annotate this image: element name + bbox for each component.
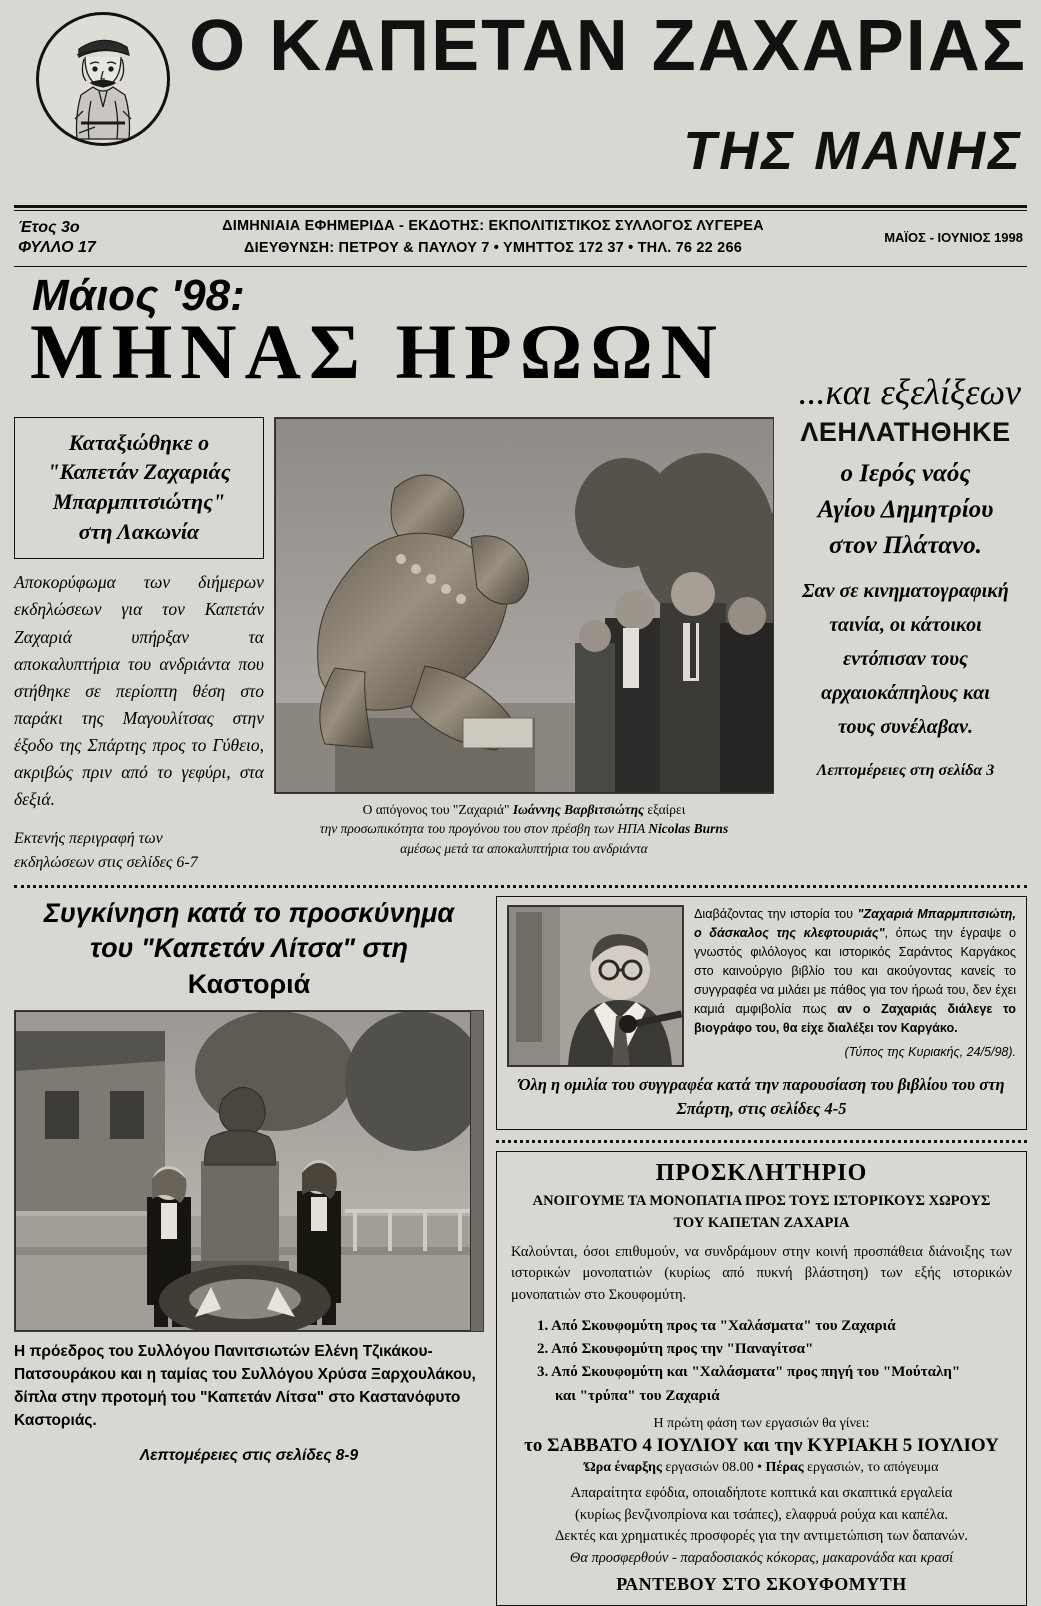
left-headline-line4: στη Λακωνία xyxy=(78,518,200,544)
book-footer-line2: Σπάρτη, στις σελίδες 4-5 xyxy=(676,1099,847,1119)
right-body-line5: τους συνέλαβαν. xyxy=(837,716,974,739)
right-body-line3: εντόπισαν τους xyxy=(843,648,968,671)
invitation-sub-line1: ΑΝΟΙΓΟΥΜΕ ΤΑ ΜΟΝΟΠΑΤΙΑ ΠΡΟΣ ΤΟΥΣ ΙΣΤΟΡΙΚΟΥΣ ΧΩΡΟΥΣ xyxy=(532,1193,991,1210)
invitation-item-3: 3. Από Σκουφομύτη και "Χαλάσματα" προς πηγή του "Μούταλη" xyxy=(537,1364,961,1381)
headline-kicker: Μάιος '98: xyxy=(32,270,245,320)
bust-memorial-group-photo xyxy=(14,1010,484,1332)
lower-dotted-divider xyxy=(496,1140,1027,1143)
kastoria-photo-caption: Η πρόεδρος του Συλλόγου Πανιτσιωτών Ελένη Τζικάκου-Πατσουράκου και η ταμίας του Συλλόγου Χρύσα Ξαρχουλάκου, δίπλα στην προτομή του "Καπετάν Λίτσα" στο Καστανόφυτο Καστοριάς. xyxy=(14,1342,476,1430)
kastoria-seemore: Λεπτομέρειες στις σελίδες 8-9 xyxy=(139,1446,359,1464)
lower-articles-row xyxy=(14,896,1027,1606)
book-review-source: (Τύπος της Κυριακής, 24/5/98). xyxy=(844,1044,1016,1059)
main-headline-block xyxy=(14,267,1027,411)
left-headline-line3: Μπαρμπιτσιώτης" xyxy=(52,488,226,514)
left-seemore-line2: εκδηλώσεων στις σελίδες 6-7 xyxy=(14,854,198,872)
issue-sheet: ΦΥΛΛΟ 17 xyxy=(18,238,96,256)
invitation-hours-end: εργασιών, το απόγευμα xyxy=(803,1459,939,1475)
kastoria-headline-line1: Συγκίνηση κατά το προσκύνημα xyxy=(43,898,455,929)
right-body xyxy=(784,574,1027,744)
masthead-divider xyxy=(14,205,1027,208)
kastoria-headline-line3: Καστοριά xyxy=(187,968,311,999)
left-seemore-line1: Εκτενής περιγραφή των xyxy=(14,830,163,848)
caption-part-1: Ο απόγονος του "Ζαχαριά" xyxy=(362,801,513,817)
invitation-hours-start-label: Ώρα έναρξης xyxy=(584,1459,662,1475)
right-subhead xyxy=(784,456,1027,565)
issue-info-bar xyxy=(14,211,1027,266)
right-body-line2: ταινία, οι κάτοικοι xyxy=(829,614,982,637)
caption-part-2: Ιωάννης Βαρβιτσιώτης xyxy=(512,801,645,817)
kastoria-article xyxy=(14,896,484,1606)
headline-main: ΜΗΝΑΣ ΗΡΩΩΝ xyxy=(30,307,726,395)
invitation-body: Καλούνται, όσοι επιθυμούν, να συνδράμουν στην κοινή προσπάθεια διάνοιξης των ιστορικών μονοπατιών (κυρίως από πυκνή βλάστηση) των εξής ιστορικών μονοπατιών στο Σκουφομύτη. xyxy=(511,1243,1012,1304)
left-article-body: Αποκορύφωμα των διήμερων εκδηλώσεων για τον Καπετάν Ζαχαριά υπήρξαν τα αποκαλυπτήρια του ανδριάντα που στήθηκε σε περίοπτη θέση στο παράκι της Μαγουλίτσας στην έξοδο της Σπάρτης προς το Γύθειο, ακριβώς πριν από το γεφύρι, στα δεξιά. xyxy=(14,572,264,810)
invitation-item-2: 2. Από Σκουφομύτη προς την "Παναγίτσα" xyxy=(537,1341,814,1358)
book-text-part1: Διαβάζοντας την ιστορία του xyxy=(694,907,858,922)
invitation-phase: Η πρώτη φάση των εργασιών θα γίνει: xyxy=(653,1415,870,1431)
center-photo-column xyxy=(274,417,774,876)
issue-year: Έτος 3ο xyxy=(18,218,80,236)
right-seemore: Λεπτομέρειες στη σελίδα 3 xyxy=(816,762,995,780)
book-review-box xyxy=(496,896,1027,1130)
right-body-line1: Σαν σε κινηματογραφική xyxy=(802,580,1009,603)
right-body-line4: αρχαιοκάπηλους και xyxy=(821,682,990,705)
book-footer-line1: Όλη η ομιλία του συγγραφέα κατά την παρουσίαση του βιβλίου του στη xyxy=(518,1075,1005,1095)
invitation-items xyxy=(537,1315,1012,1408)
book-text-title: "Ζαχαριά Μπαρμπιτσιώτη, ο δάσκαλος της κλεφτουριάς" xyxy=(694,907,1016,941)
masthead-subtitle: ΤΗΣ ΜΑΝΗΣ xyxy=(683,121,1023,181)
right-lower-column xyxy=(496,896,1027,1606)
issue-number xyxy=(18,218,128,258)
invitation-item-1: 1. Από Σκουφομύτη προς τα "Χαλάσματα" του Ζαχαριά xyxy=(537,1317,896,1334)
speaker-at-microphone-photo xyxy=(507,905,684,1067)
address-line: ΔΙΕΥΘΥΝΣΗ: ΠΕΤΡΟΥ & ΠΑΥΛΟΥ 7 • ΥΜΗΤΤΟΣ 172 37 • ΤΗΛ. 76 22 266 xyxy=(244,239,742,256)
invitation-title: ΠΡΟΣΚΛΗΤΗΡΙΟ xyxy=(655,1160,868,1187)
right-subhead-line2: Αγίου Δημητρίου xyxy=(817,495,994,523)
left-headline-line2: "Καπετάν Ζαχαριάς xyxy=(47,459,231,485)
publisher-line: ΔΙΜΗΝΙΑΙΑ ΕΦΗΜΕΡΙΔΑ - ΕΚΔΟΤΗΣ: ΕΚΠΟΛΙΤΙΣΤΙΚΟΣ ΣΥΛΛΟΓΟΣ ΛΥΓΕΡΕΑ xyxy=(222,218,764,234)
invitation-subtitle xyxy=(511,1191,1012,1235)
statue-photo-caption xyxy=(274,800,774,859)
masthead xyxy=(14,0,1027,205)
right-headline: ΛΕΗΛΑΤΗΘΗΚΕ xyxy=(800,416,1011,447)
section-dotted-divider xyxy=(14,885,1027,888)
publisher-info xyxy=(128,216,858,260)
book-text-part2: , όπως την έγραψε ο γνωστός φιλόλογος και ιστορικός Σαράντος Καργάκος στο καινούργιο βιβλίο του και ακούγοντας κανείς το συγγραφέα να μιλάει με πάθος για τον ήρωά του, δεν έχει καμιά αμφιβολία πως xyxy=(694,926,1016,1016)
invitation-note-3: Δεκτές και χρηματικές προσφορές για την αντιμετώπιση των δαπανών. xyxy=(554,1528,969,1545)
top-articles-row xyxy=(14,417,1027,876)
invitation-hours-start: εργασιών 08.00 • xyxy=(661,1459,766,1475)
headline-tail: ...και εξελίξεων xyxy=(798,371,1021,412)
left-article-seemore xyxy=(14,827,264,875)
caption-part-4: την προσωπικότητα του προγόνου του στον πρέσβη των ΗΠΑ xyxy=(319,821,649,837)
book-review-text xyxy=(694,905,1016,1067)
caption-part-6: αμέσως μετά τα αποκαλυπτήρια του ανδριάντα xyxy=(400,840,648,856)
invitation-notes xyxy=(511,1483,1012,1570)
statue-unveiling-photo xyxy=(274,417,774,794)
left-article-headline-box xyxy=(14,417,264,560)
caption-part-3: εξαίρει xyxy=(644,801,686,817)
invitation-note-1: Απαραίτητα εφόδια, οποιαδήποτε κοπτικά και σκαπτικά εργαλεία xyxy=(570,1484,953,1501)
invitation-hours-end-label: Πέρας xyxy=(765,1459,804,1475)
kastoria-headline xyxy=(14,896,484,1001)
invitation-box xyxy=(496,1151,1027,1606)
invitation-final-call: ΡΑΝΤΕΒΟΥ ΣΤΟ ΣΚΟΥΦΟΜΥΤΗ xyxy=(616,1573,907,1594)
issue-date: ΜΑΪΟΣ - ΙΟΥΝΙΟΣ 1998 xyxy=(884,230,1023,246)
masthead-title: Ο ΚΑΠΕΤΑΝ ΖΑΧΑΡΙΑΣ xyxy=(189,6,1027,86)
left-article-column xyxy=(14,417,264,876)
book-review-footer xyxy=(507,1073,1016,1121)
kastoria-headline-line2: του "Καπετάν Λίτσα" στη xyxy=(90,933,408,964)
left-headline-line1: Καταξιώθηκε ο xyxy=(68,429,210,455)
caption-part-5: Nicolas Burns xyxy=(648,821,729,837)
invitation-item-3b: και "τρύπα" του Ζαχαριά xyxy=(555,1387,720,1404)
invitation-note-4: Θα προσφερθούν - παραδοσιακός κόκορας, μακαρονάδα και κρασί xyxy=(569,1550,954,1567)
mountain-fighter-portrait-icon xyxy=(36,12,170,146)
right-article-column xyxy=(784,417,1027,876)
book-text-emphasis: αν ο Ζαχαριάς διάλεγε το βιογράφο του, θα είχε διαλέξει τον Καργάκο. xyxy=(694,1001,1016,1035)
right-subhead-line1: ο Ιερός ναός xyxy=(840,459,971,487)
invitation-dates: το ΣΑΒΒΑΤΟ 4 ΙΟΥΛΙΟΥ και την ΚΥΡΙΑΚΗ 5 ΙΟΥΛΙΟΥ xyxy=(524,1434,999,1456)
right-subhead-line3: στον Πλάτανο. xyxy=(829,532,982,559)
invitation-note-2: (κυρίως βενζινοπρίονα και τσάπες), ελαφρυά ρούχα και καπέλα. xyxy=(575,1506,948,1523)
invitation-hours xyxy=(511,1460,1012,1476)
invitation-sub-line2: ΤΟΥ ΚΑΠΕΤΑΝ ΖΑΧΑΡΙΑ xyxy=(673,1214,850,1231)
